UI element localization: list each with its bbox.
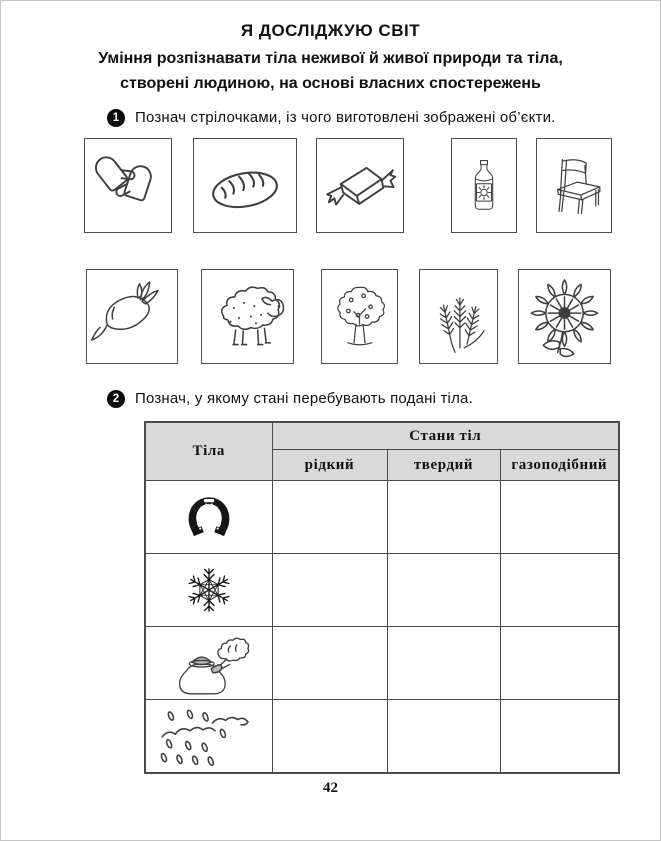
answer-cell-snowflake-gaseous[interactable] <box>500 554 619 627</box>
table-row-snowflake <box>145 554 619 627</box>
answer-cell-snowflake-liquid[interactable] <box>272 554 387 627</box>
answer-cell-snowflake-solid[interactable] <box>387 554 500 627</box>
column-header-gaseous: газоподібний <box>500 450 619 481</box>
bread-icon <box>197 142 293 229</box>
body-cell-snowflake <box>145 554 272 627</box>
page-title: Я ДОСЛІДЖУЮ СВІТ <box>240 21 421 40</box>
kettle-icon <box>167 630 251 696</box>
answer-cell-rain-liquid[interactable] <box>272 700 387 774</box>
body-cell-rain <box>145 700 272 774</box>
image-box-candy[interactable] <box>316 138 404 233</box>
image-box-sunflower[interactable] <box>518 269 611 364</box>
image-box-bottle[interactable] <box>451 138 517 233</box>
image-box-mittens[interactable] <box>84 138 172 233</box>
sunflower-icon <box>522 273 607 360</box>
image-box-sheep[interactable] <box>201 269 294 364</box>
answer-cell-rain-gaseous[interactable] <box>500 700 619 774</box>
body-cell-kettle <box>145 627 272 700</box>
task2-number-badge: 2 <box>107 390 125 408</box>
task1 <box>107 108 556 127</box>
page-number: 42 <box>323 780 338 796</box>
column-header-bodies: Тіла <box>145 422 272 481</box>
column-header-solid: твердий <box>387 450 500 481</box>
image-box-wheat[interactable] <box>419 269 498 364</box>
body-cell-horseshoe <box>145 481 272 554</box>
tree-icon <box>325 273 394 360</box>
table-row-rain <box>145 700 619 774</box>
column-header-liquid: рідкий <box>272 450 387 481</box>
candy-icon <box>320 142 400 229</box>
answer-cell-kettle-solid[interactable] <box>387 627 500 700</box>
answer-cell-kettle-gaseous[interactable] <box>500 627 619 700</box>
task2 <box>107 389 473 408</box>
sheep-icon <box>205 273 290 360</box>
page-subtitle: Уміння розпізнавати тіла неживої й живої природи та тіла, створені людиною, на основі власних спостережень <box>98 50 563 92</box>
snowflake-icon <box>178 559 240 621</box>
bottle-icon <box>455 142 513 229</box>
wheat-icon <box>423 273 494 360</box>
task1-instruction: Познач стрілочками, із чого виготовлені зображені об’єкти. <box>135 109 556 126</box>
states-table <box>144 421 620 774</box>
answer-cell-rain-solid[interactable] <box>387 700 500 774</box>
table-row-kettle <box>145 627 619 700</box>
chair-icon <box>540 142 608 229</box>
answer-cell-horseshoe-gaseous[interactable] <box>500 481 619 554</box>
image-box-sugar-beet[interactable] <box>86 269 178 364</box>
answer-cell-kettle-liquid[interactable] <box>272 627 387 700</box>
horseshoe-icon <box>177 488 241 546</box>
group-header-states: Стани тіл <box>272 422 619 450</box>
image-box-tree[interactable] <box>321 269 398 364</box>
image-box-bread[interactable] <box>193 138 297 233</box>
mittens-icon <box>88 142 168 229</box>
answer-cell-horseshoe-liquid[interactable] <box>272 481 387 554</box>
task1-number-badge: 1 <box>107 109 125 127</box>
image-box-chair[interactable] <box>536 138 612 233</box>
sugar-beet-icon <box>90 273 174 360</box>
answer-cell-horseshoe-solid[interactable] <box>387 481 500 554</box>
rain-icon <box>157 705 261 767</box>
table-row-horseshoe <box>145 481 619 554</box>
task2-instruction: Познач, у якому стані перебувають подані тіла. <box>135 390 473 407</box>
